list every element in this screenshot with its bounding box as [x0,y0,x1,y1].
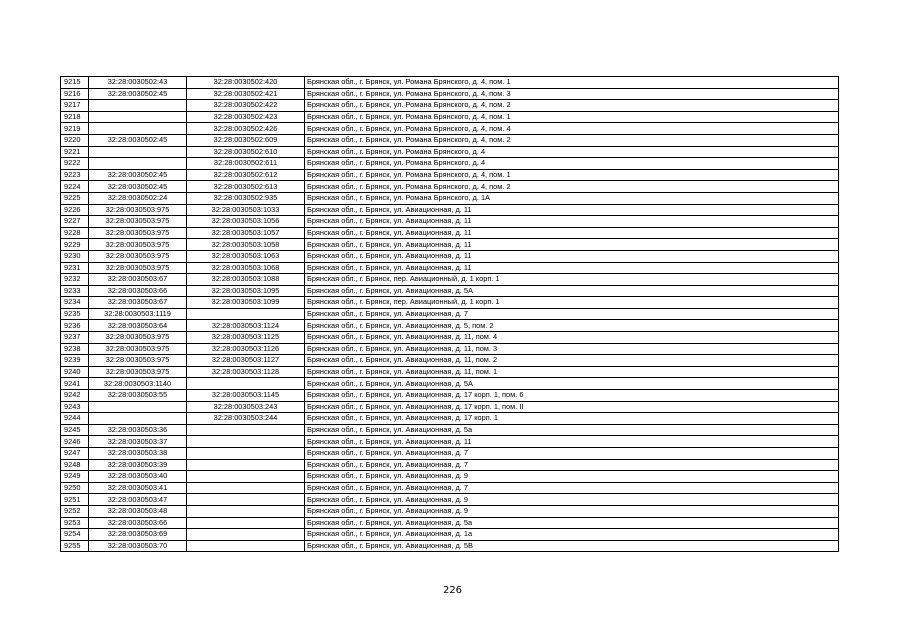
object-cadastral-number-cell [187,505,305,517]
address-cell: Брянская обл., г. Брянск, ул. Авиационная, д. 11 [305,262,839,274]
address-cell: Брянская обл., г. Брянск, ул. Авиационная, д. 11 [305,250,839,262]
registry-table-body [61,77,839,552]
object-cadastral-number-cell [187,529,305,541]
object-cadastral-number-cell: 32:28:0030502:426 [187,123,305,135]
land-cadastral-number-cell: 32:28:0030503:48 [89,505,187,517]
table-row [61,505,839,517]
row-number-cell: 9254 [61,529,89,541]
object-cadastral-number-cell: 32:28:0030503:1124 [187,320,305,332]
address-cell: Брянская обл., г. Брянск, ул. Авиационная, д. 7 [305,448,839,460]
land-cadastral-number-cell [89,100,187,112]
table-row [61,308,839,320]
object-cadastral-number-cell: 32:28:0030502:609 [187,134,305,146]
object-cadastral-number-cell: 32:28:0030503:1088 [187,274,305,286]
table-row [61,239,839,251]
table-row [61,216,839,228]
table-row [61,77,839,89]
table-row [61,343,839,355]
object-cadastral-number-cell [187,494,305,506]
table-row [61,123,839,135]
table-row [61,204,839,216]
object-cadastral-number-cell: 32:28:0030503:1056 [187,216,305,228]
land-cadastral-number-cell: 32:28:0030503:975 [89,204,187,216]
address-cell: Брянская обл., г. Брянск, ул. Романа Брянского, д. 4, пом. 2 [305,181,839,193]
land-cadastral-number-cell: 32:28:0030503:975 [89,343,187,355]
land-cadastral-number-cell: 32:28:0030503:40 [89,471,187,483]
row-number-cell: 9226 [61,204,89,216]
address-cell: Брянская обл., г. Брянск, ул. Авиационная, д. 9 [305,505,839,517]
table-row [61,181,839,193]
address-cell: Брянская обл., г. Брянск, ул. Авиационная, д. 9 [305,494,839,506]
row-number-cell: 9246 [61,436,89,448]
table-row [61,332,839,344]
table-row [61,262,839,274]
land-cadastral-number-cell: 32:28:0030502:24 [89,192,187,204]
row-number-cell: 9225 [61,192,89,204]
address-cell: Брянская обл., г. Брянск, пер. Авиационный, д. 1 корп. 1 [305,274,839,286]
object-cadastral-number-cell: 32:28:0030503:244 [187,413,305,425]
row-number-cell: 9253 [61,517,89,529]
address-cell: Брянская обл., г. Брянск, ул. Романа Брянского, д. 1А [305,192,839,204]
object-cadastral-number-cell [187,308,305,320]
table-row [61,355,839,367]
table-row [61,436,839,448]
row-number-cell: 9234 [61,297,89,309]
object-cadastral-number-cell [187,459,305,471]
row-number-cell: 9251 [61,494,89,506]
object-cadastral-number-cell: 32:28:0030503:1125 [187,332,305,344]
row-number-cell: 9250 [61,482,89,494]
object-cadastral-number-cell [187,424,305,436]
table-row [61,158,839,170]
address-cell: Брянская обл., г. Брянск, ул. Романа Брянского, д. 4, пом. 1 [305,111,839,123]
land-cadastral-number-cell: 32:28:0030503:66 [89,517,187,529]
object-cadastral-number-cell: 32:28:0030502:612 [187,169,305,181]
row-number-cell: 9224 [61,181,89,193]
land-cadastral-number-cell: 32:28:0030502:45 [89,134,187,146]
table-row [61,401,839,413]
row-number-cell: 9236 [61,320,89,332]
row-number-cell: 9217 [61,100,89,112]
land-cadastral-number-cell: 32:28:0030503:67 [89,274,187,286]
land-cadastral-number-cell: 32:28:0030503:64 [89,320,187,332]
address-cell: Брянская обл., г. Брянск, ул. Романа Брянского, д. 4, пом. 4 [305,123,839,135]
table-row [61,192,839,204]
table-row [61,459,839,471]
address-cell: Брянская обл., г. Брянск, ул. Авиационная, д. 7 [305,308,839,320]
table-row [61,274,839,286]
address-cell: Брянская обл., г. Брянск, ул. Романа Брянского, д. 4 [305,158,839,170]
object-cadastral-number-cell: 32:28:0030503:1126 [187,343,305,355]
object-cadastral-number-cell: 32:28:0030503:1057 [187,227,305,239]
row-number-cell: 9231 [61,262,89,274]
address-cell: Брянская обл., г. Брянск, ул. Авиационная, д. 11, пом. 1 [305,366,839,378]
object-cadastral-number-cell: 32:28:0030502:421 [187,88,305,100]
land-cadastral-number-cell: 32:28:0030503:36 [89,424,187,436]
object-cadastral-number-cell: 32:28:0030503:1068 [187,262,305,274]
land-cadastral-number-cell: 32:28:0030503:1140 [89,378,187,390]
row-number-cell: 9233 [61,285,89,297]
address-cell: Брянская обл., г. Брянск, ул. Авиационная, д. 5А [305,378,839,390]
table-row [61,320,839,332]
address-cell: Брянская обл., г. Брянск, ул. Авиационная, д. 9 [305,471,839,483]
table-row [61,517,839,529]
land-cadastral-number-cell: 32:28:0030503:975 [89,262,187,274]
row-number-cell: 9218 [61,111,89,123]
address-cell: Брянская обл., г. Брянск, ул. Авиационная, д. 17 корп. 1 [305,413,839,425]
row-number-cell: 9252 [61,505,89,517]
address-cell: Брянская обл., г. Брянск, ул. Авиационная, д. 5а [305,517,839,529]
land-cadastral-number-cell: 32:28:0030503:1119 [89,308,187,320]
table-row [61,390,839,402]
address-cell: Брянская обл., г. Брянск, ул. Романа Брянского, д. 4, пом. 1 [305,169,839,181]
address-cell: Брянская обл., г. Брянск, ул. Авиационная, д. 7 [305,459,839,471]
table-row [61,482,839,494]
table-row [61,540,839,552]
address-cell: Брянская обл., г. Брянск, ул. Авиационная, д. 11, пом. 3 [305,343,839,355]
land-cadastral-number-cell [89,146,187,158]
row-number-cell: 9216 [61,88,89,100]
land-cadastral-number-cell: 32:28:0030503:55 [89,390,187,402]
row-number-cell: 9232 [61,274,89,286]
address-cell: Брянская обл., г. Брянск, ул. Авиационная, д. 11 [305,239,839,251]
address-cell: Брянская обл., г. Брянск, ул. Романа Брянского, д. 4, пом. 2 [305,134,839,146]
registry-table [60,76,839,552]
row-number-cell: 9223 [61,169,89,181]
land-cadastral-number-cell: 32:28:0030503:975 [89,227,187,239]
land-cadastral-number-cell: 32:28:0030502:45 [89,169,187,181]
object-cadastral-number-cell: 32:28:0030503:243 [187,401,305,413]
land-cadastral-number-cell: 32:28:0030503:975 [89,250,187,262]
row-number-cell: 9237 [61,332,89,344]
table-row [61,424,839,436]
land-cadastral-number-cell: 32:28:0030503:70 [89,540,187,552]
land-cadastral-number-cell: 32:28:0030502:45 [89,88,187,100]
row-number-cell: 9235 [61,308,89,320]
table-row [61,100,839,112]
row-number-cell: 9219 [61,123,89,135]
object-cadastral-number-cell: 32:28:0030503:1033 [187,204,305,216]
object-cadastral-number-cell: 32:28:0030503:1063 [187,250,305,262]
land-cadastral-number-cell: 32:28:0030503:975 [89,239,187,251]
land-cadastral-number-cell: 32:28:0030503:38 [89,448,187,460]
row-number-cell: 9242 [61,390,89,402]
land-cadastral-number-cell: 32:28:0030503:975 [89,366,187,378]
address-cell: Брянская обл., г. Брянск, ул. Авиационная, д. 11 [305,204,839,216]
land-cadastral-number-cell: 32:28:0030503:47 [89,494,187,506]
land-cadastral-number-cell [89,401,187,413]
address-cell: Брянская обл., г. Брянск, ул. Авиационная, д. 11 [305,216,839,228]
land-cadastral-number-cell: 32:28:0030502:45 [89,181,187,193]
land-cadastral-number-cell [89,123,187,135]
address-cell: Брянская обл., г. Брянск, ул. Авиационная, д. 1а [305,529,839,541]
row-number-cell: 9220 [61,134,89,146]
table-row [61,250,839,262]
object-cadastral-number-cell: 32:28:0030503:1099 [187,297,305,309]
table-row [61,169,839,181]
address-cell: Брянская обл., г. Брянск, ул. Авиационная, д. 11 [305,227,839,239]
object-cadastral-number-cell: 32:28:0030502:422 [187,100,305,112]
page-number: 226 [442,585,463,596]
row-number-cell: 9238 [61,343,89,355]
row-number-cell: 9241 [61,378,89,390]
row-number-cell: 9245 [61,424,89,436]
row-number-cell: 9249 [61,471,89,483]
table-row [61,146,839,158]
object-cadastral-number-cell: 32:28:0030502:423 [187,111,305,123]
row-number-cell: 9240 [61,366,89,378]
address-cell: Брянская обл., г. Брянск, ул. Авиационная, д. 7 [305,482,839,494]
address-cell: Брянская обл., г. Брянск, ул. Авиационная, д. 5а [305,424,839,436]
table-row [61,378,839,390]
table-row [61,494,839,506]
row-number-cell: 9247 [61,448,89,460]
object-cadastral-number-cell: 32:28:0030502:420 [187,77,305,89]
land-cadastral-number-cell: 32:28:0030502:43 [89,77,187,89]
address-cell: Брянская обл., г. Брянск, ул. Авиационная, д. 5В [305,540,839,552]
object-cadastral-number-cell [187,540,305,552]
land-cadastral-number-cell [89,158,187,170]
land-cadastral-number-cell: 32:28:0030503:66 [89,285,187,297]
object-cadastral-number-cell: 32:28:0030503:1095 [187,285,305,297]
object-cadastral-number-cell [187,471,305,483]
table-row [61,111,839,123]
object-cadastral-number-cell: 32:28:0030503:1128 [187,366,305,378]
row-number-cell: 9228 [61,227,89,239]
row-number-cell: 9248 [61,459,89,471]
address-cell: Брянская обл., г. Брянск, ул. Авиационная, д. 11 [305,436,839,448]
address-cell: Брянская обл., г. Брянск, ул. Авиационная, д. 17 корп. 1, пом. II [305,401,839,413]
row-number-cell: 9244 [61,413,89,425]
table-row [61,448,839,460]
land-cadastral-number-cell: 32:28:0030503:67 [89,297,187,309]
table-row [61,529,839,541]
object-cadastral-number-cell: 32:28:0030503:1145 [187,390,305,402]
address-cell: Брянская обл., г. Брянск, ул. Романа Брянского, д. 4, пом. 2 [305,100,839,112]
object-cadastral-number-cell: 32:28:0030503:1127 [187,355,305,367]
address-cell: Брянская обл., г. Брянск, ул. Романа Брянского, д. 4 [305,146,839,158]
object-cadastral-number-cell [187,378,305,390]
object-cadastral-number-cell [187,448,305,460]
table-row [61,285,839,297]
land-cadastral-number-cell [89,413,187,425]
address-cell: Брянская обл., г. Брянск, ул. Авиационная, д. 5, пом. 2 [305,320,839,332]
object-cadastral-number-cell: 32:28:0030502:935 [187,192,305,204]
row-number-cell: 9229 [61,239,89,251]
object-cadastral-number-cell [187,517,305,529]
table-row [61,297,839,309]
table-row [61,227,839,239]
row-number-cell: 9255 [61,540,89,552]
row-number-cell: 9222 [61,158,89,170]
object-cadastral-number-cell: 32:28:0030503:1058 [187,239,305,251]
row-number-cell: 9215 [61,77,89,89]
object-cadastral-number-cell: 32:28:0030502:613 [187,181,305,193]
object-cadastral-number-cell [187,436,305,448]
land-cadastral-number-cell: 32:28:0030503:69 [89,529,187,541]
object-cadastral-number-cell: 32:28:0030502:610 [187,146,305,158]
land-cadastral-number-cell: 32:28:0030503:975 [89,332,187,344]
land-cadastral-number-cell: 32:28:0030503:39 [89,459,187,471]
row-number-cell: 9221 [61,146,89,158]
land-cadastral-number-cell: 32:28:0030503:37 [89,436,187,448]
address-cell: Брянская обл., г. Брянск, ул. Авиационная, д. 11, пом. 2 [305,355,839,367]
address-cell: Брянская обл., г. Брянск, ул. Авиационная, д. 17 корп. 1, пом. 6 [305,390,839,402]
table-row [61,88,839,100]
row-number-cell: 9230 [61,250,89,262]
table-row [61,366,839,378]
land-cadastral-number-cell: 32:28:0030503:975 [89,355,187,367]
table-row [61,134,839,146]
land-cadastral-number-cell: 32:28:0030503:975 [89,216,187,228]
address-cell: Брянская обл., г. Брянск, ул. Романа Брянского, д. 4, пом. 3 [305,88,839,100]
address-cell: Брянская обл., г. Брянск, ул. Авиационная, д. 11, пом. 4 [305,332,839,344]
row-number-cell: 9239 [61,355,89,367]
table-row [61,413,839,425]
land-cadastral-number-cell [89,111,187,123]
land-cadastral-number-cell: 32:28:0030503:41 [89,482,187,494]
address-cell: Брянская обл., г. Брянск, ул. Авиационная, д. 5А [305,285,839,297]
object-cadastral-number-cell [187,482,305,494]
row-number-cell: 9227 [61,216,89,228]
address-cell: Брянская обл., г. Брянск, пер. Авиационный, д. 1 корп. 1 [305,297,839,309]
object-cadastral-number-cell: 32:28:0030502:611 [187,158,305,170]
address-cell: Брянская обл., г. Брянск, ул. Романа Брянского, д. 4, пом. 1 [305,77,839,89]
row-number-cell: 9243 [61,401,89,413]
table-row [61,471,839,483]
